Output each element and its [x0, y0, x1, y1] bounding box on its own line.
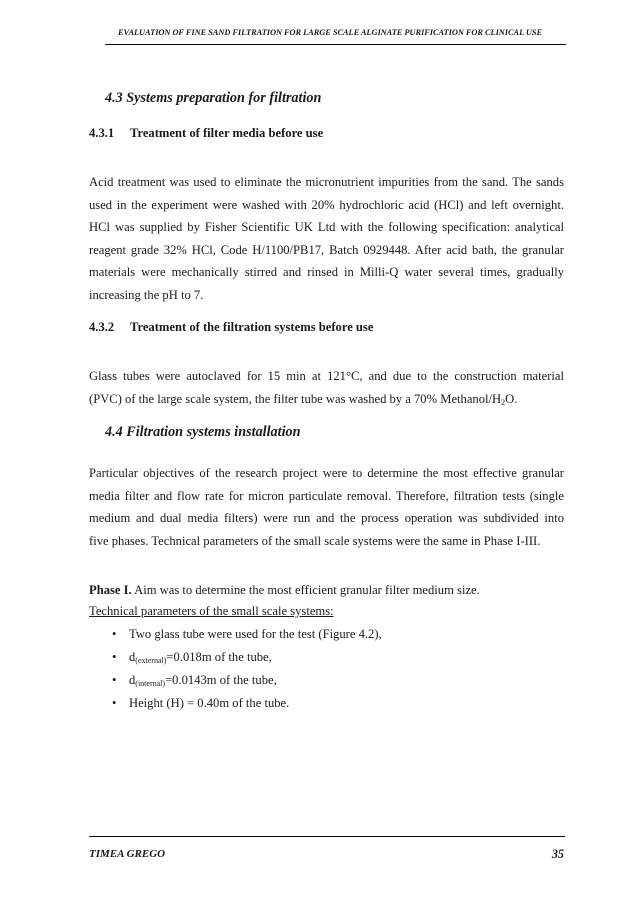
- list-item-text: =0.018m of the tube,: [166, 650, 272, 665]
- technical-parameters-heading: Technical parameters of the small scale systems:: [89, 604, 334, 618]
- phase-label: Phase I.: [89, 583, 132, 597]
- bullet-icon: •: [112, 627, 117, 641]
- text-run: O.: [505, 391, 518, 406]
- list-item-text: d: [129, 650, 136, 665]
- phase-one-line: [89, 583, 480, 598]
- footer-author: TIMEA GREGO: [89, 848, 166, 860]
- page-number: 35: [551, 847, 564, 861]
- text-line: increasing the pH to 7.: [89, 287, 204, 302]
- list-item-text: Height (H) = 0.40m of the tube.: [129, 696, 290, 711]
- bullet-icon: •: [112, 696, 117, 711]
- list-item-text: d: [129, 673, 136, 688]
- text-line: reagent grade 32% HCl, Code H/1100/PB17, Batch 0929448. After acid bath, the granular: [89, 242, 564, 257]
- text-line: five phases. Technical parameters of the small scale systems were the same in Phase I-III.: [89, 533, 541, 548]
- text-line: Acid treatment was used to eliminate the micronutrient impurities from the sand. The sands: [89, 175, 564, 189]
- text-line: materials were mechanically stirred and rinsed in Milli-Q water several times, gradually: [89, 265, 564, 280]
- text-line: used in the experiment were washed with 20% hydrochloric acid (HCl) and left overnight.: [89, 197, 564, 212]
- subsection-heading-4-3-1: [89, 126, 323, 141]
- header-rule: [105, 44, 566, 45]
- list-item-text: =0.0143m of the tube,: [165, 673, 277, 688]
- text-line: Particular objectives of the research project were to determine the most effective granular: [89, 466, 564, 480]
- text-line: Glass tubes were autoclaved for 15 min at 121°C, and due to the construction material: [89, 369, 564, 383]
- paragraph-objectives: [89, 462, 564, 552]
- text-run: (PVC) of the large scale system, the filter tube was washed by a 70% Methanol/H: [89, 391, 502, 406]
- subsection-title: Treatment of filter media before use: [130, 126, 324, 140]
- list-item: [89, 673, 382, 696]
- list-item: [89, 696, 382, 719]
- bullet-icon: •: [112, 673, 117, 688]
- paragraph-acid-treatment: [89, 171, 564, 307]
- bullet-icon: •: [112, 650, 117, 665]
- text-line: [89, 388, 564, 415]
- section-heading-4-4: 4.4 Filtration systems installation: [105, 424, 301, 440]
- paragraph-systems-treatment: [89, 365, 564, 414]
- list-item: [89, 627, 382, 650]
- subsection-heading-4-3-2: [89, 320, 373, 335]
- subscript: (external): [135, 656, 167, 666]
- text-line: media filter and flow rate for micron particulate removal. Therefore, filtration tests (single: [89, 488, 564, 503]
- subsection-number: 4.3.2: [89, 320, 115, 334]
- phase-text: Aim was to determine the most efficient granular filter medium size.: [131, 583, 480, 597]
- footer-rule: [89, 836, 565, 837]
- subscript: 2: [501, 397, 506, 407]
- list-item-text: Two glass tube were used for the test (Figure 4.2),: [129, 627, 382, 641]
- running-header: EVALUATION OF FINE SAND FILTRATION FOR LARGE SCALE ALGINATE PURIFICATION FOR CLINICAL USE: [118, 28, 543, 37]
- subsection-number: 4.3.1: [89, 126, 115, 140]
- text-line: HCl was supplied by Fisher Scientific UK Ltd with the following specification: analytical: [89, 220, 564, 235]
- text-line: medium and dual media filters) were run and the process operation was subdivided into: [89, 511, 564, 526]
- parameter-list: [89, 627, 382, 719]
- subscript: (internal): [135, 679, 166, 689]
- subsection-title: Treatment of the filtration systems before use: [130, 320, 374, 334]
- section-heading-4-3: 4.3 Systems preparation for filtration: [105, 90, 322, 106]
- list-item: [89, 650, 382, 673]
